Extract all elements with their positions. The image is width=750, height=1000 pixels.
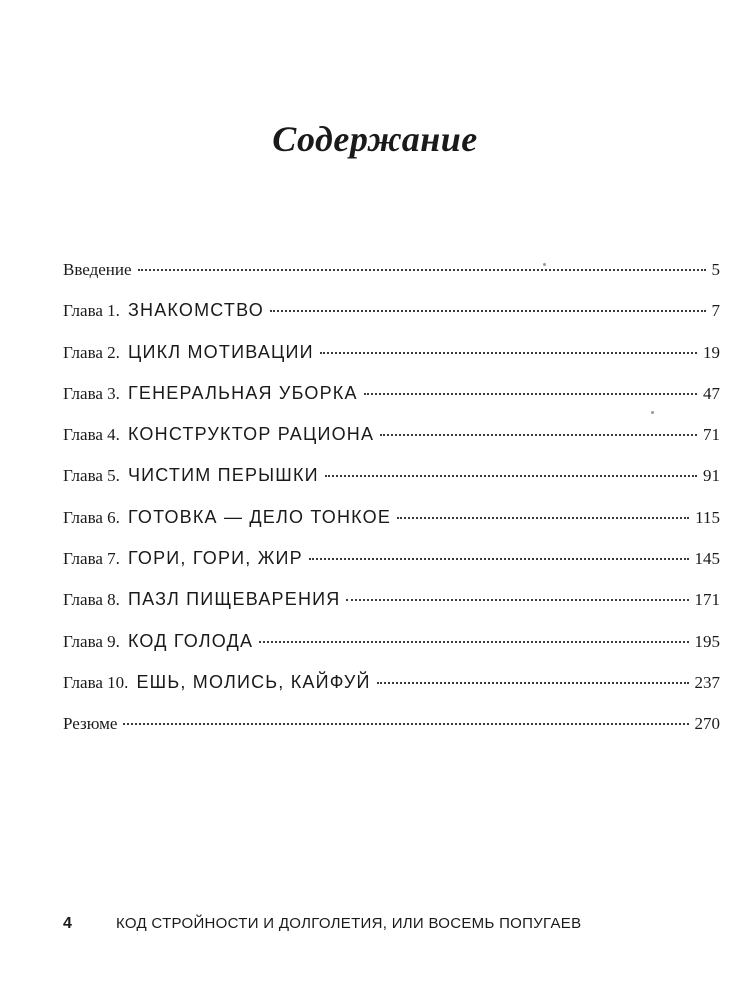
chapter-number: Глава 3. <box>63 383 120 403</box>
paper-speck <box>543 263 546 266</box>
toc-page-number: 19 <box>703 342 720 362</box>
toc-row <box>63 249 720 290</box>
dot-leader <box>123 722 688 725</box>
chapter-title: ПАЗЛ ПИЩЕВАРЕНИЯ <box>127 589 341 610</box>
toc-page-number: 237 <box>694 672 720 692</box>
chapter-title: КОНСТРУКТОР РАЦИОНА <box>127 424 375 445</box>
toc-row <box>63 621 720 662</box>
toc-page-number: 7 <box>711 301 720 321</box>
table-of-contents <box>63 249 720 745</box>
chapter-title: ГОРИ, ГОРИ, ЖИР <box>127 548 303 569</box>
toc-label: Резюме <box>63 714 118 734</box>
toc-row <box>63 290 720 331</box>
toc-label <box>63 455 319 496</box>
page-title: Содержание <box>272 119 478 159</box>
toc-row <box>63 538 720 579</box>
toc-row <box>63 373 720 414</box>
toc-row <box>63 497 720 538</box>
dot-leader <box>320 351 697 354</box>
toc-row <box>63 703 720 744</box>
dot-leader <box>397 516 689 519</box>
toc-page-number: 145 <box>694 549 720 569</box>
toc-page-number: 115 <box>695 507 720 527</box>
chapter-title: ГЕНЕРАЛЬНАЯ УБОРКА <box>127 382 358 403</box>
toc-row <box>63 579 720 620</box>
toc-label <box>63 414 374 455</box>
chapter-number: Глава 8. <box>63 590 120 610</box>
toc-row <box>63 455 720 496</box>
toc-label <box>63 290 264 331</box>
toc-page-number: 71 <box>703 425 720 445</box>
toc-row <box>63 414 720 455</box>
toc-label <box>63 497 391 538</box>
footer-page-number: 4 <box>63 915 72 932</box>
chapter-number: Глава 10. <box>63 672 129 692</box>
toc-label <box>63 332 314 373</box>
dot-leader <box>259 640 688 643</box>
toc-page-number: 5 <box>711 260 720 279</box>
paper-speck <box>651 411 654 414</box>
toc-page-number: 91 <box>703 466 720 486</box>
dot-leader <box>270 309 706 312</box>
toc-page-number: 195 <box>694 631 720 651</box>
toc-label <box>63 538 303 579</box>
chapter-title: ГОТОВКА — ДЕЛО ТОНКОЕ <box>127 506 392 527</box>
toc-page-number: 270 <box>694 714 720 734</box>
dot-leader <box>364 392 697 395</box>
chapter-title: ЧИСТИМ ПЕРЫШКИ <box>127 465 319 486</box>
chapter-title: ЗНАКОМСТВО <box>127 300 264 321</box>
toc-label: Введение <box>63 260 132 279</box>
chapter-number: Глава 1. <box>63 301 120 321</box>
toc-page-number: 47 <box>703 383 720 403</box>
toc-label <box>63 662 371 703</box>
chapter-title: ЕШЬ, МОЛИСЬ, КАЙФУЙ <box>136 671 371 692</box>
footer-book-title: КОД СТРОЙНОСТИ И ДОЛГОЛЕТИЯ, ИЛИ ВОСЕМЬ ПОПУГАЕВ <box>116 915 582 932</box>
chapter-number: Глава 5. <box>63 466 120 486</box>
chapter-number: Глава 6. <box>63 507 120 527</box>
dot-leader <box>138 268 706 271</box>
toc-label <box>63 579 340 620</box>
chapter-title: ЦИКЛ МОТИВАЦИИ <box>127 341 314 362</box>
toc-label <box>63 621 253 662</box>
toc-page-number: 171 <box>694 590 720 610</box>
toc-label <box>63 373 358 414</box>
toc-row <box>63 332 720 373</box>
dot-leader <box>325 474 697 477</box>
toc-row <box>63 662 720 703</box>
chapter-number: Глава 9. <box>63 631 120 651</box>
chapter-number: Глава 7. <box>63 549 120 569</box>
dot-leader <box>377 681 689 684</box>
dot-leader <box>346 598 688 601</box>
dot-leader <box>309 557 689 560</box>
chapter-title: КОД ГОЛОДА <box>127 630 254 651</box>
chapter-number: Глава 2. <box>63 342 120 362</box>
dot-leader <box>380 433 697 436</box>
chapter-number: Глава 4. <box>63 425 120 445</box>
